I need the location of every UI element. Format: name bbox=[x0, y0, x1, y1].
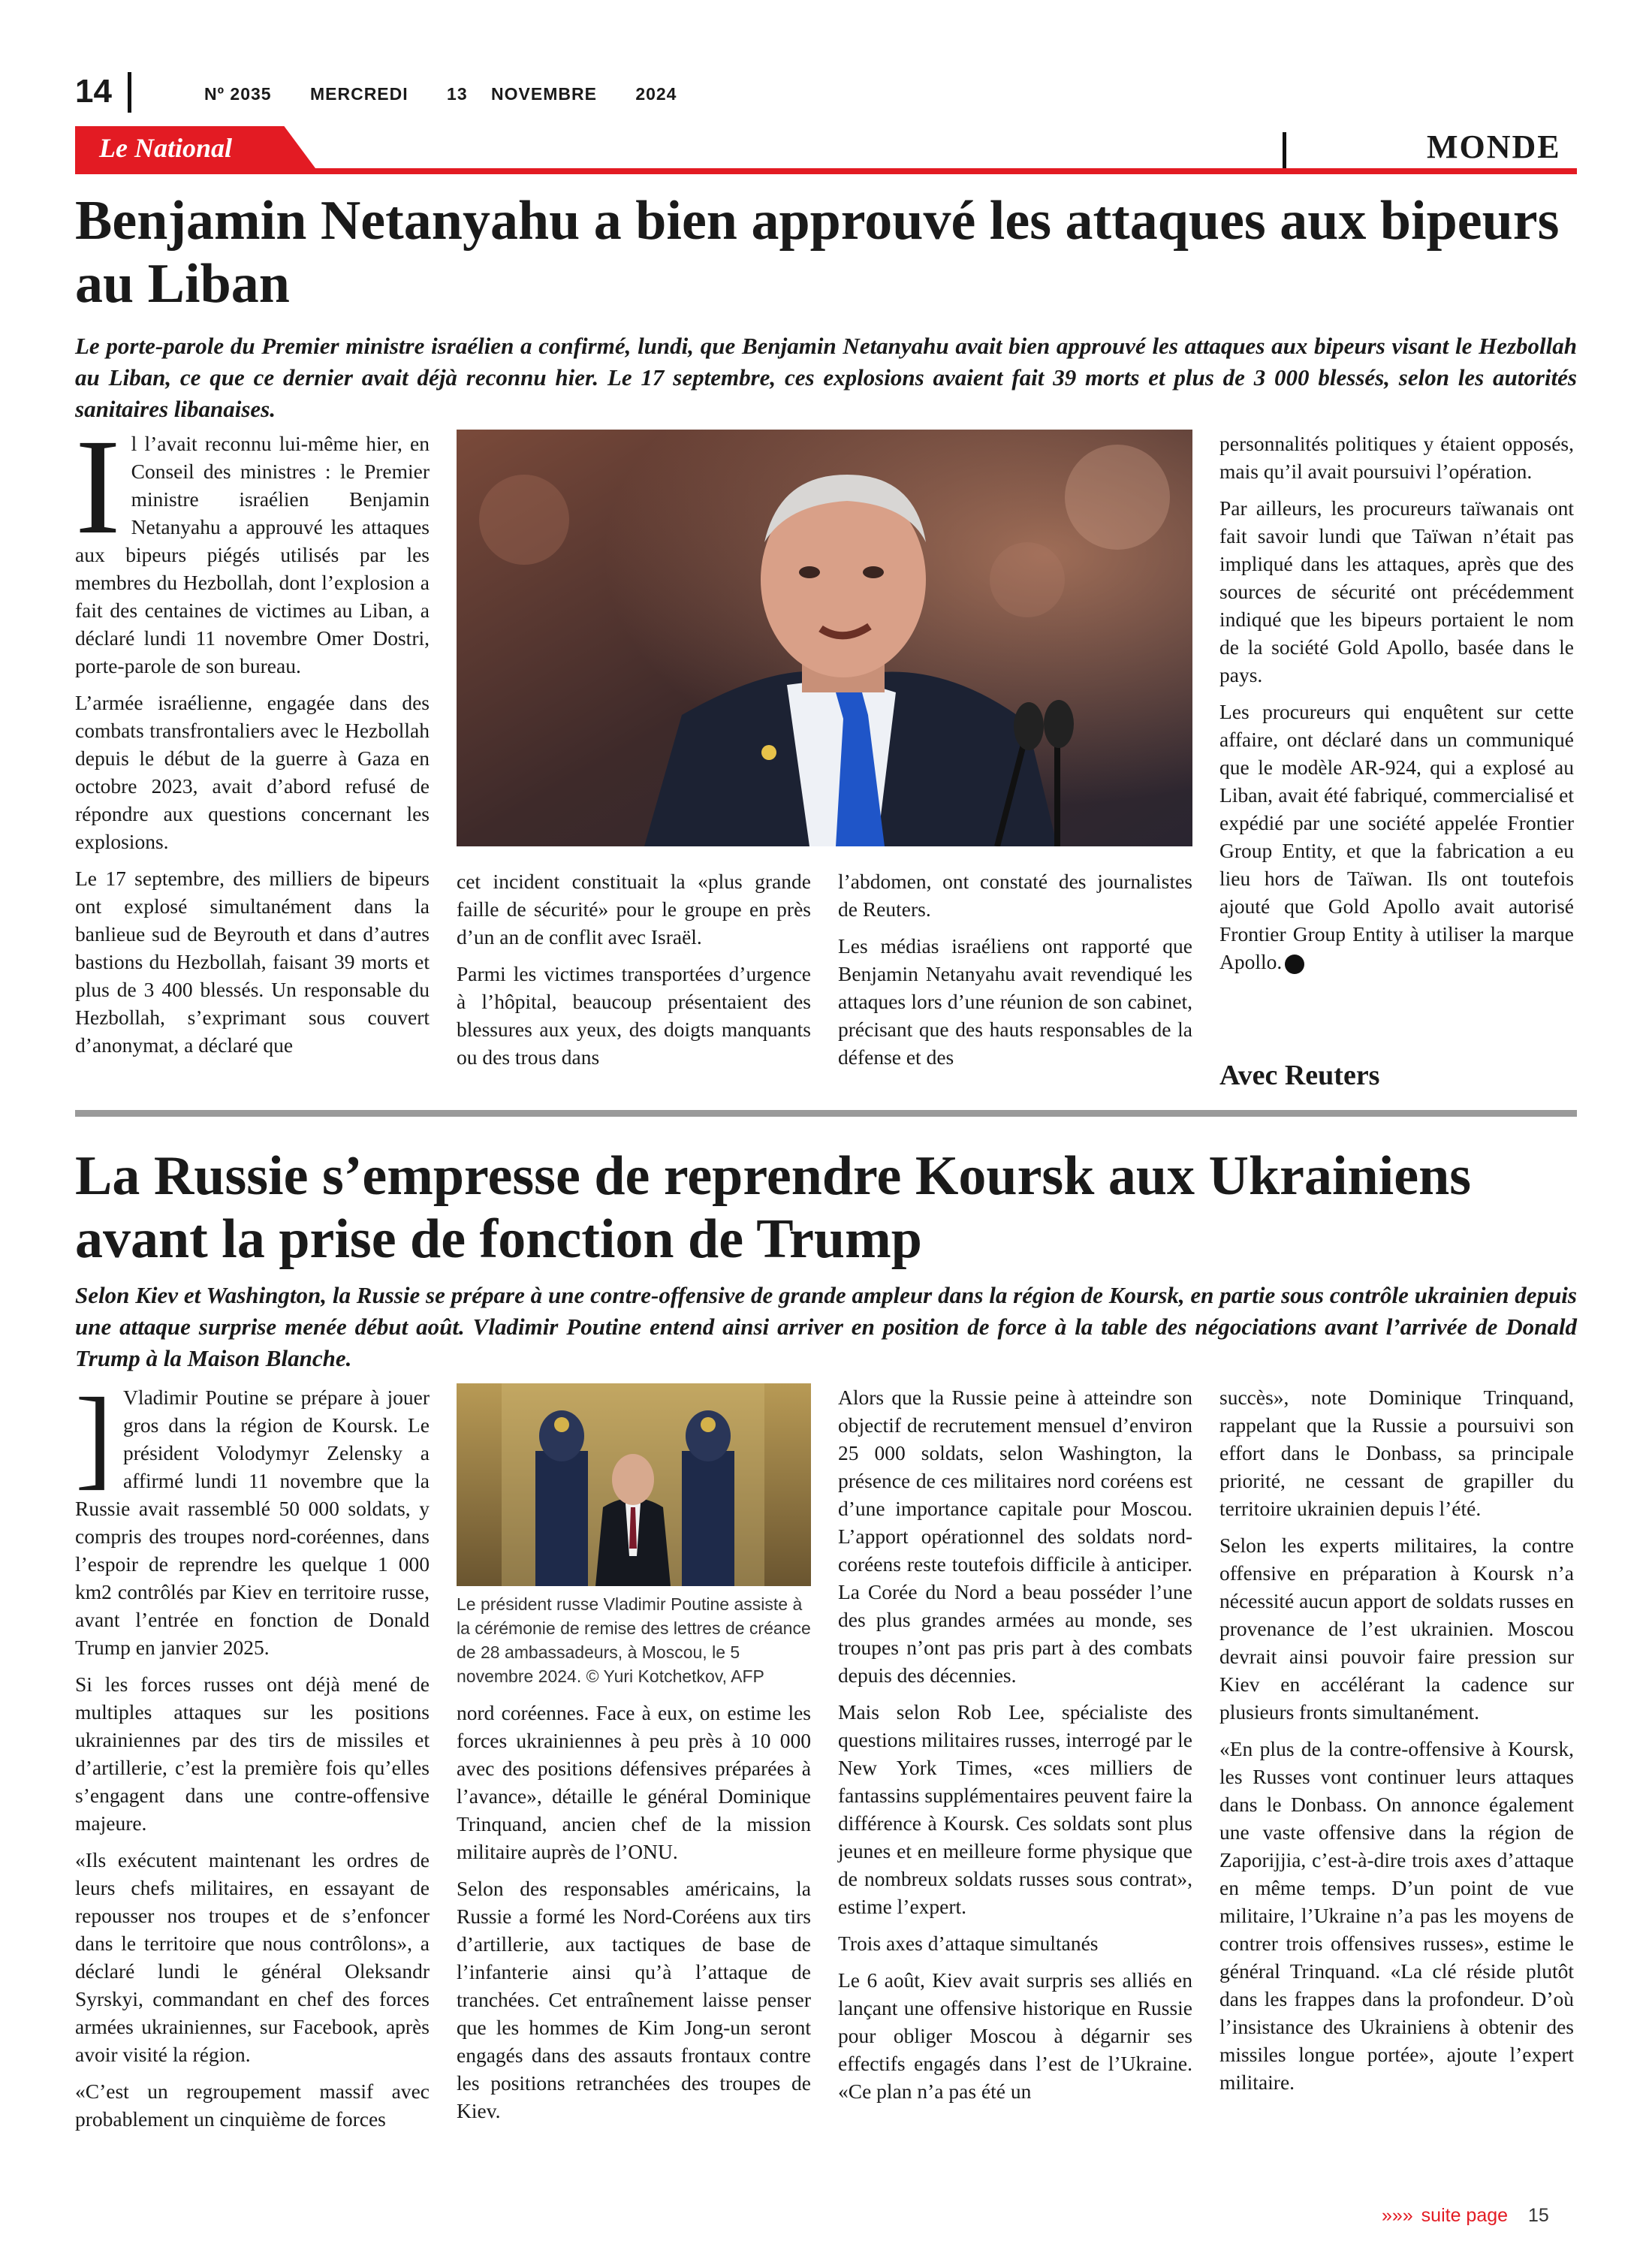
article1-lede: Le porte-parole du Premier ministre israélien a confirmé, lundi, que Benjamin Netanyahu avait bien approuvé les attaques aux bipeurs visant le Hezbollah au Liban, ce que ce dernier avait déjà reconnu hier. Le 17 septembre, ces explosions avaient fait 39 morts et plus de 3 000 blessés, selon les autorités sanitaires libanaises. bbox=[75, 333, 1577, 422]
article1-column-1 bbox=[75, 412, 430, 1068]
putin-photo bbox=[457, 1383, 811, 1586]
article1-paragraph: Les médias israéliens ont rapporté que Benjamin Netanyahu avait revendiqué les attaques lors d’une réunion de son cabinet, précisant que des hauts responsables de la défense et des bbox=[838, 934, 1192, 1069]
article1-column-3 bbox=[838, 867, 1192, 1080]
article2-paragraph: «En plus de la contre-offensive à Koursk, les Russes vont continuer leurs attaques dans le Donbass. On annonce également une vaste offensive dans la région de Zaporijjia, c’est-à-dire trois axes d’attaque en même temps. D’un point de vue militaire, l’Ukraine n’a pas les moyens de contrer trois offensives russes», estime le général Trinquand. «La clé réside plutôt dans les frappes dans la profondeur. D’où l’insistance des Ukrainiens à obtenir des missiles longue portée», ajoute l’expert militaire. bbox=[1219, 1737, 1574, 2094]
putin-photo-illustration bbox=[457, 1383, 811, 1586]
article1-paragraph: Par ailleurs, les procureurs taïwanais ont fait savoir lundi que Taïwan n’était pas impliqué dans les attaques, après que des sources de sécurité ont précédemment indiqué que les bipeurs portaient le nom de la société Gold Apollo, basée dans le pays. bbox=[1219, 496, 1574, 686]
page-number: 14 bbox=[75, 73, 112, 110]
article2-lede: Selon Kiev et Washington, la Russie se prépare à une contre-offensive de grande ampleur dans la région de Koursk, en partie sous contrôle ukrainien depuis une attaque surprise menée début août. Vladimir Poutine entend ainsi arriver en position de force à la table des négociations avant l’arrivée de Donald Trump à la Maison Blanche. bbox=[75, 1282, 1577, 1371]
netanyahu-photo-illustration bbox=[457, 430, 1192, 846]
article1-paragraph: l l’avait reconnu lui-même hier, en Conseil des ministres : le Premier ministre israélien Benjamin Netanyahu a approuvé les attaques aux bipeurs piégés utilisés par les membres du Hezbollah, dont l’explosion a fait des centaines de victimes au Liban, a déclaré lundi 11 novembre Omer Dostri, porte-parole de son bureau. bbox=[75, 432, 430, 677]
netanyahu-photo bbox=[457, 430, 1192, 846]
article2-paragraph: «C’est un regroupement massif avec probablement un cinquième de forces bbox=[75, 2080, 430, 2131]
article2-paragraph: Si les forces russes ont déjà mené de multiples attaques sur les positions ukrainiennes par des tirs de missiles et d’artillerie, c’est la première fois qu’elles s’engagent dans une contre-offensive majeure. bbox=[75, 1672, 430, 1835]
article2-dropcap: ] bbox=[75, 1375, 113, 1500]
article1-column-2 bbox=[457, 867, 811, 1080]
issue-dateline bbox=[204, 84, 710, 104]
section-divider bbox=[1283, 132, 1286, 168]
article-separator bbox=[75, 1110, 1577, 1117]
article1-paragraph: L’armée israélienne, engagée dans des combats transfrontaliers avec le Hezbollah depuis le début de la guerre à Gaza en octobre 2023, avait d’abord refusé de répondre aux questions concernant les explosions. bbox=[75, 691, 430, 853]
article2-subheading: Trois axes d’attaque simultanés bbox=[838, 1932, 1099, 1955]
article2-column-3 bbox=[838, 1383, 1192, 2114]
article2-paragraph: Vladimir Poutine se prépare à jouer gros dans la région de Koursk. Le président Volodymyr Zelensky a affirmé lundi 11 novembre que la Russie avait rassemblé 50 000 soldats, y compris des troupes nord-coréennes, dans l’espoir de reprendre les quelque 1 000 km2 contrôlés par Kiev en territoire russe, avant l’entrée en fonction de Donald Trump en janvier 2025. bbox=[75, 1386, 430, 1659]
section-name: MONDE bbox=[1427, 128, 1561, 165]
continued-label: suite page bbox=[1421, 2205, 1509, 2226]
continued-page-number: 15 bbox=[1528, 2205, 1549, 2226]
article1-paragraph: l’abdomen, ont constaté des journalistes de Reuters. bbox=[838, 870, 1192, 921]
article1-paragraph: Le 17 septembre, des milliers de bipeurs ont explosé simultanément dans la banlieue sud de Beyrouth et dans d’autres bastions du Hezbollah, faisant 39 morts et plus de 3 400 blessés. Un responsable du Hezbollah, s’exprimant sous couvert d’anonymat, a déclaré que bbox=[75, 867, 430, 1057]
article2-column-2 bbox=[457, 1699, 811, 2134]
article2-paragraph: nord coréennes. Face à eux, on estime les forces ukrainiennes à peu près à 10 000 avec des positions défensives préparées à l’avance», détaille le général Dominique Trinquand, ancien chef de la mission militaire auprès de l’ONU. bbox=[457, 1701, 811, 1863]
issue-month: NOVEMBRE bbox=[491, 84, 597, 104]
issue-number: Nº 2035 bbox=[204, 84, 272, 104]
article2-column-1 bbox=[75, 1375, 430, 2142]
brand-logo: Le National bbox=[99, 133, 232, 163]
article1-paragraph: Les procureurs qui enquêtent sur cette affaire, ont déclaré dans un communiqué que le modèle AR-924, qui a explosé au Liban, avait été fabriqué, commercialisé et expédié par une société appelée Frontier Group Entity, et que la fabrication a eu lieu hors de Taïwan. Ils ont toutefois ajouté que Gold Apollo avait autorisé Frontier Group Entity à utiliser la marque Apollo. bbox=[1219, 700, 1574, 973]
article2-paragraph: Mais selon Rob Lee, spécialiste des questions militaires russes, interrogé par le New York Times, «ces milliers de fantassins supplémentaires peuvent faire la différence à Koursk. Ces soldats sont plus jeunes et en meilleure forme physique que de nombreux soldats russes sous contrat», estime l’expert. bbox=[838, 1700, 1192, 1918]
article1-dropcap: I bbox=[75, 412, 121, 562]
article1-paragraph: Parmi les victimes transportées d’urgence à l’hôpital, beaucoup présentaient des blessures aux yeux, des doigts manquants ou des trous dans bbox=[457, 962, 811, 1069]
article2-paragraph: Selon des responsables américains, la Russie a formé les Nord-Coréens aux tirs d’artillerie, aux tactiques de base de l’infanterie ainsi qu’à l’attaque de tranchées. Cet entraînement laisse penser que les hommes de Kim Jong-un seront engagés dans des assauts frontaux contre les positions retranchées des troupes de Kiev. bbox=[457, 1877, 811, 2122]
continued-on-page[interactable] bbox=[1382, 2205, 1549, 2227]
article2-column-4 bbox=[1219, 1383, 1574, 2105]
header-rule bbox=[75, 168, 1577, 174]
issue-year: 2024 bbox=[635, 84, 677, 104]
article1-paragraph: cet incident constituait la «plus grande faille de sécurité» pour le groupe en près d’un an de conflit avec Israël. bbox=[457, 870, 811, 949]
issue-weekday: MERCREDI bbox=[309, 84, 408, 104]
end-of-article-icon bbox=[1285, 955, 1304, 974]
article1-title: Benjamin Netanyahu a bien approuvé les attaques aux bipeurs au Liban bbox=[75, 190, 1560, 315]
continued-arrows-icon: »»» bbox=[1382, 2205, 1413, 2226]
article2-paragraph: «Ils exécutent maintenant les ordres de leurs chefs militaires, en essayant de repousser nos troupes et de s’enfoncer dans le territoire que nous contrôlons», a déclaré lundi le général Oleksandr Syrskyi, commandant en chef des forces armées ukrainiennes, sur Facebook, après avoir visité la région. bbox=[75, 1848, 430, 2066]
page-number-divider bbox=[128, 72, 131, 113]
article2-paragraph: Alors que la Russie peine à atteindre son objectif de recrutement mensuel d’environ 25 000 soldats, selon Washington, la présence de ces militaires nord coréens est d’une importance capitale pour Moscou. L’apport opérationnel des soldats nord-coréens reste toutefois difficile à anticiper. La Corée du Nord a beau posséder l’une des plus grandes armées au monde, ses troupes n’ont pas pris part à des combats depuis des décennies. bbox=[838, 1386, 1192, 1687]
article2-paragraph: Selon les experts militaires, la contre offensive en préparation à Koursk n’a nécessité aucun apport de soldats russes en provenance de l’est ukrainien. Moscou devrait ainsi pouvoir faire pression sur Kiev en accélérant la cadence sur plusieurs fronts simultanément. bbox=[1219, 1534, 1574, 1724]
putin-photo-caption: Le président russe Vladimir Poutine assiste à la cérémonie de remise des lettres de créance de 28 ambassadeurs, à Moscou, le 5 novembre 2024. © Yuri Kotchetkov, AFP bbox=[457, 1594, 811, 1686]
article2-paragraph: Le 6 août, Kiev avait surpris ses alliés en lançant une offensive historique en Russie pour obliger Moscou à dégarnir ses effectifs engagés dans l’est de l’Ukraine. «Ce plan n’a pas été un bbox=[838, 1968, 1192, 2103]
article1-credit: Avec Reuters bbox=[1219, 1060, 1380, 1091]
article1-column-4 bbox=[1219, 430, 1574, 985]
article2-paragraph: succès», note Dominique Trinquand, rappelant que la Russie a poursuivi son effort dans le Donbass, sa principale priorité, ne cessant de grapiller du territoire ukrainien depuis l’été. bbox=[1219, 1386, 1574, 1520]
article1-paragraph: personnalités politiques y étaient opposés, mais qu’il avait poursuivi l’opération. bbox=[1219, 432, 1574, 483]
issue-day: 13 bbox=[447, 84, 468, 104]
article2-title: La Russie s’empresse de reprendre Koursk aux Ukrainiens avant la prise de fonction de Trump bbox=[75, 1145, 1472, 1270]
